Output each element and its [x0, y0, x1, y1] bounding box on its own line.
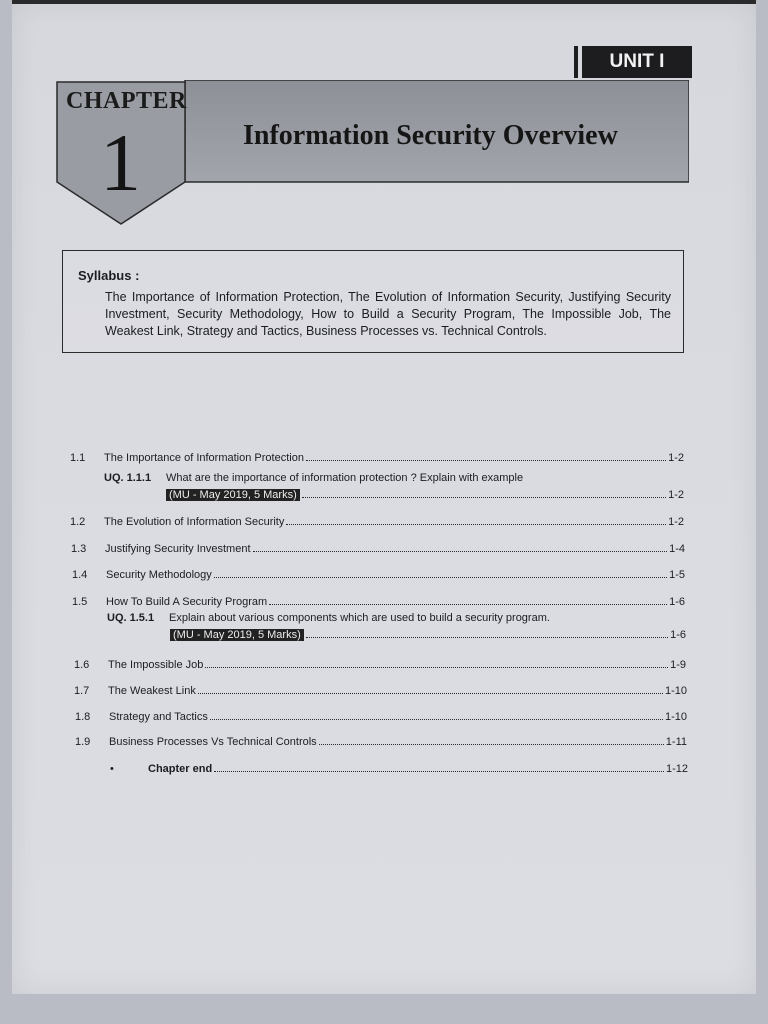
top-edge — [12, 0, 756, 4]
toc-page: 1-6 — [669, 596, 685, 608]
toc-title: The Weakest Link — [108, 685, 196, 697]
question-code: UQ. 1.1.1 — [104, 472, 152, 484]
toc-entry-1-4[interactable] — [72, 569, 685, 581]
toc-title: Security Methodology — [106, 569, 212, 581]
leader-dots — [210, 719, 663, 720]
leader-dots — [205, 667, 668, 668]
toc-entry-1-6[interactable] — [74, 659, 686, 671]
toc-page: 1-4 — [669, 543, 685, 555]
toc-page: 1-2 — [668, 516, 684, 528]
toc-page: 1-2 — [668, 489, 684, 501]
leader-dots — [214, 577, 667, 578]
toc-question-1-1-1[interactable] — [104, 472, 684, 484]
toc-number: 1.8 — [75, 711, 91, 723]
toc-entry-chapter-end[interactable] — [110, 763, 688, 775]
exam-marks-badge: (MU - May 2019, 5 Marks) — [170, 629, 304, 641]
toc-title: The Importance of Information Protection — [104, 452, 304, 464]
leader-dots — [306, 637, 668, 638]
syllabus-box — [62, 250, 684, 353]
toc-title: Justifying Security Investment — [105, 543, 251, 555]
toc-entry-1-1[interactable] — [70, 452, 684, 464]
toc-page: 1-9 — [670, 659, 686, 671]
toc-entry-1-3[interactable] — [71, 543, 685, 555]
question-text: Explain about various components which are used to build a security program. — [169, 612, 550, 624]
toc-title: The Evolution of Information Security — [104, 516, 285, 528]
toc-entry-1-8[interactable] — [75, 711, 687, 723]
toc-number: 1.1 — [70, 452, 86, 464]
leader-dots — [214, 771, 664, 772]
toc-number: 1.6 — [74, 659, 90, 671]
syllabus-heading: Syllabus : — [78, 268, 140, 283]
bullet-icon: • — [110, 763, 114, 775]
toc-entry-1-2[interactable] — [70, 516, 684, 528]
toc-title: How To Build A Security Program — [106, 596, 268, 608]
toc-page: 1-11 — [665, 736, 687, 748]
toc-page: 1-12 — [665, 763, 688, 775]
toc-entry-1-5[interactable] — [72, 596, 685, 608]
leader-dots — [253, 551, 668, 552]
chapter-title: Information Security Overview — [243, 120, 618, 151]
toc-number: 1.5 — [72, 596, 88, 608]
toc-page: 1-10 — [664, 711, 687, 723]
toc-page: 1-5 — [669, 569, 685, 581]
chapter-label: CHAPTER — [66, 88, 187, 114]
toc-question-1-5-1[interactable] — [107, 612, 685, 624]
exam-marks-badge: (MU - May 2019, 5 Marks) — [166, 489, 300, 501]
toc-title: Strategy and Tactics — [109, 711, 208, 723]
toc-number: 1.4 — [72, 569, 88, 581]
unit-badge: UNIT I — [578, 46, 692, 78]
leader-dots — [306, 460, 666, 461]
chapter-number: 1 — [100, 117, 141, 208]
toc-number: 1.7 — [74, 685, 90, 697]
toc-title: Chapter end — [148, 763, 213, 775]
leader-dots — [302, 497, 666, 498]
question-text: What are the importance of information protection ? Explain with example — [166, 472, 524, 484]
leader-dots — [319, 744, 664, 745]
toc-title: The Impossible Job — [108, 659, 204, 671]
question-code: UQ. 1.5.1 — [107, 612, 155, 624]
toc-question-1-5-1-marks — [170, 629, 686, 641]
toc-question-1-1-1-marks — [166, 489, 684, 501]
leader-dots — [286, 524, 666, 525]
toc-page: 1-6 — [670, 629, 686, 641]
toc-number: 1.2 — [70, 516, 86, 528]
toc-entry-1-7[interactable] — [74, 685, 687, 697]
leader-dots — [269, 604, 667, 605]
toc-number: 1.9 — [75, 736, 91, 748]
toc-entry-1-9[interactable] — [75, 736, 687, 748]
toc-page: 1-2 — [668, 452, 684, 464]
toc-page: 1-10 — [664, 685, 687, 697]
toc-number: 1.3 — [71, 543, 87, 555]
toc-title: Business Processes Vs Technical Controls — [109, 736, 317, 748]
syllabus-text: The Importance of Information Protection, The Evolution of Information Security, Justifying Security Investment, Security Methodology, How to Build a Security Program, The Impossible Job, The Weakest Link, Strategy and Tactics, Business Processes vs. Technical Controls. — [105, 290, 671, 338]
leader-dots — [198, 693, 663, 694]
